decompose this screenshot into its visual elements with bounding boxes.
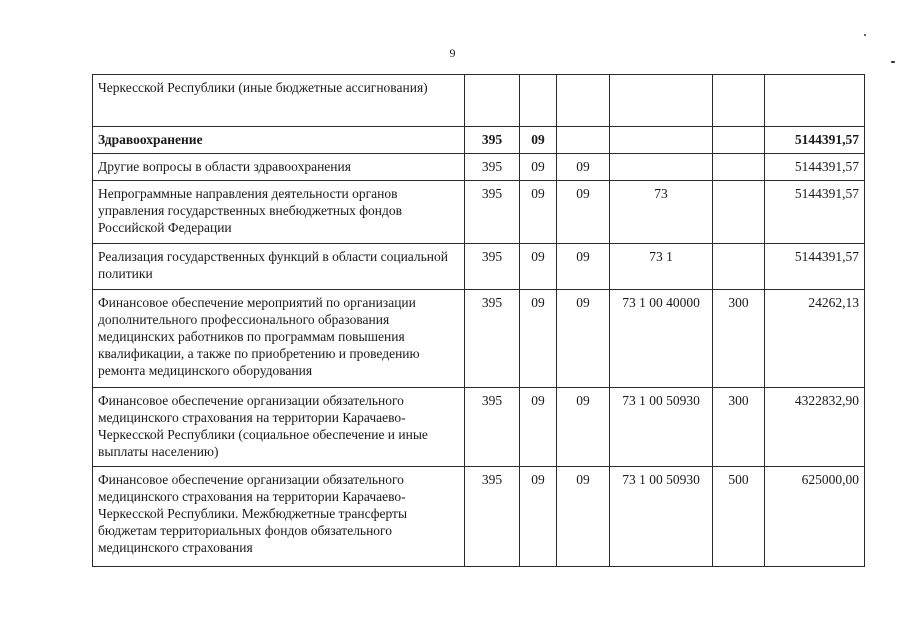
row-expense-type-code — [713, 127, 765, 154]
row-expense-type-code — [713, 75, 765, 127]
table-row — [93, 75, 865, 127]
row-target-article-code — [610, 127, 713, 154]
row-name: Здравоохранение — [93, 127, 465, 154]
row-name: Финансовое обеспечение мероприятий по организации дополнительного профессионального образования медицинских работников по программам повышения квалификации, а также по приобретению и проведению ремонта медицинского оборудования — [93, 290, 465, 388]
scan-speck — [891, 61, 895, 63]
row-amount: 5144391,57 — [765, 181, 865, 244]
row-name: Черкесской Республики (иные бюджетные ассигнования) — [93, 75, 465, 127]
row-expense-type-code: 500 — [713, 467, 765, 567]
row-section-code: 09 — [520, 127, 557, 154]
row-name: Реализация государственных функций в области социальной политики — [93, 244, 465, 290]
row-name: Финансовое обеспечение организации обязательного медицинского страхования на территории Карачаево-Черкесской Республики (социальное обеспечение и иные выплаты населению) — [93, 388, 465, 467]
row-amount: 5144391,57 — [765, 127, 865, 154]
table-row — [93, 244, 865, 290]
row-grbs-code: 395 — [465, 154, 520, 181]
row-amount — [765, 75, 865, 127]
row-name: Финансовое обеспечение организации обязательного медицинского страхования на территории Карачаево-Черкесской Республики. Межбюджетные трансферты бюджетам территориальных фондов обязательного медицинского страхования — [93, 467, 465, 567]
table-row — [93, 154, 865, 181]
row-subsection-code: 09 — [557, 467, 610, 567]
row-subsection-code: 09 — [557, 388, 610, 467]
row-target-article-code: 73 1 — [610, 244, 713, 290]
row-amount: 24262,13 — [765, 290, 865, 388]
row-section-code: 09 — [520, 290, 557, 388]
row-expense-type-code: 300 — [713, 388, 765, 467]
row-subsection-code: 09 — [557, 290, 610, 388]
table-row — [93, 467, 865, 567]
page-number: 9 — [449, 46, 456, 60]
table-row — [93, 290, 865, 388]
row-expense-type-code — [713, 154, 765, 181]
row-section-code: 09 — [520, 181, 557, 244]
row-amount: 5144391,57 — [765, 244, 865, 290]
table-row — [93, 127, 865, 154]
row-grbs-code: 395 — [465, 290, 520, 388]
row-grbs-code: 395 — [465, 127, 520, 154]
row-target-article-code: 73 1 00 50930 — [610, 467, 713, 567]
row-section-code: 09 — [520, 154, 557, 181]
table-row — [93, 388, 865, 467]
row-amount: 5144391,57 — [765, 154, 865, 181]
scan-speck — [864, 34, 866, 36]
row-section-code: 09 — [520, 388, 557, 467]
row-target-article-code — [610, 75, 713, 127]
row-expense-type-code — [713, 181, 765, 244]
row-grbs-code — [465, 75, 520, 127]
row-amount: 4322832,90 — [765, 388, 865, 467]
row-grbs-code: 395 — [465, 467, 520, 567]
table-row — [93, 181, 865, 244]
row-name: Другие вопросы в области здравоохранения — [93, 154, 465, 181]
row-amount: 625000,00 — [765, 467, 865, 567]
row-subsection-code — [557, 75, 610, 127]
row-target-article-code: 73 1 00 40000 — [610, 290, 713, 388]
row-name: Непрограммные направления деятельности органов управления государственных внебюджетных фондов Российской Федерации — [93, 181, 465, 244]
row-subsection-code: 09 — [557, 154, 610, 181]
row-subsection-code — [557, 127, 610, 154]
row-section-code — [520, 75, 557, 127]
row-subsection-code: 09 — [557, 181, 610, 244]
row-target-article-code: 73 — [610, 181, 713, 244]
budget-table — [92, 74, 865, 567]
row-expense-type-code: 300 — [713, 290, 765, 388]
row-grbs-code: 395 — [465, 181, 520, 244]
row-expense-type-code — [713, 244, 765, 290]
row-grbs-code: 395 — [465, 388, 520, 467]
row-section-code: 09 — [520, 467, 557, 567]
row-grbs-code: 395 — [465, 244, 520, 290]
row-target-article-code — [610, 154, 713, 181]
row-section-code: 09 — [520, 244, 557, 290]
row-target-article-code: 73 1 00 50930 — [610, 388, 713, 467]
row-subsection-code: 09 — [557, 244, 610, 290]
